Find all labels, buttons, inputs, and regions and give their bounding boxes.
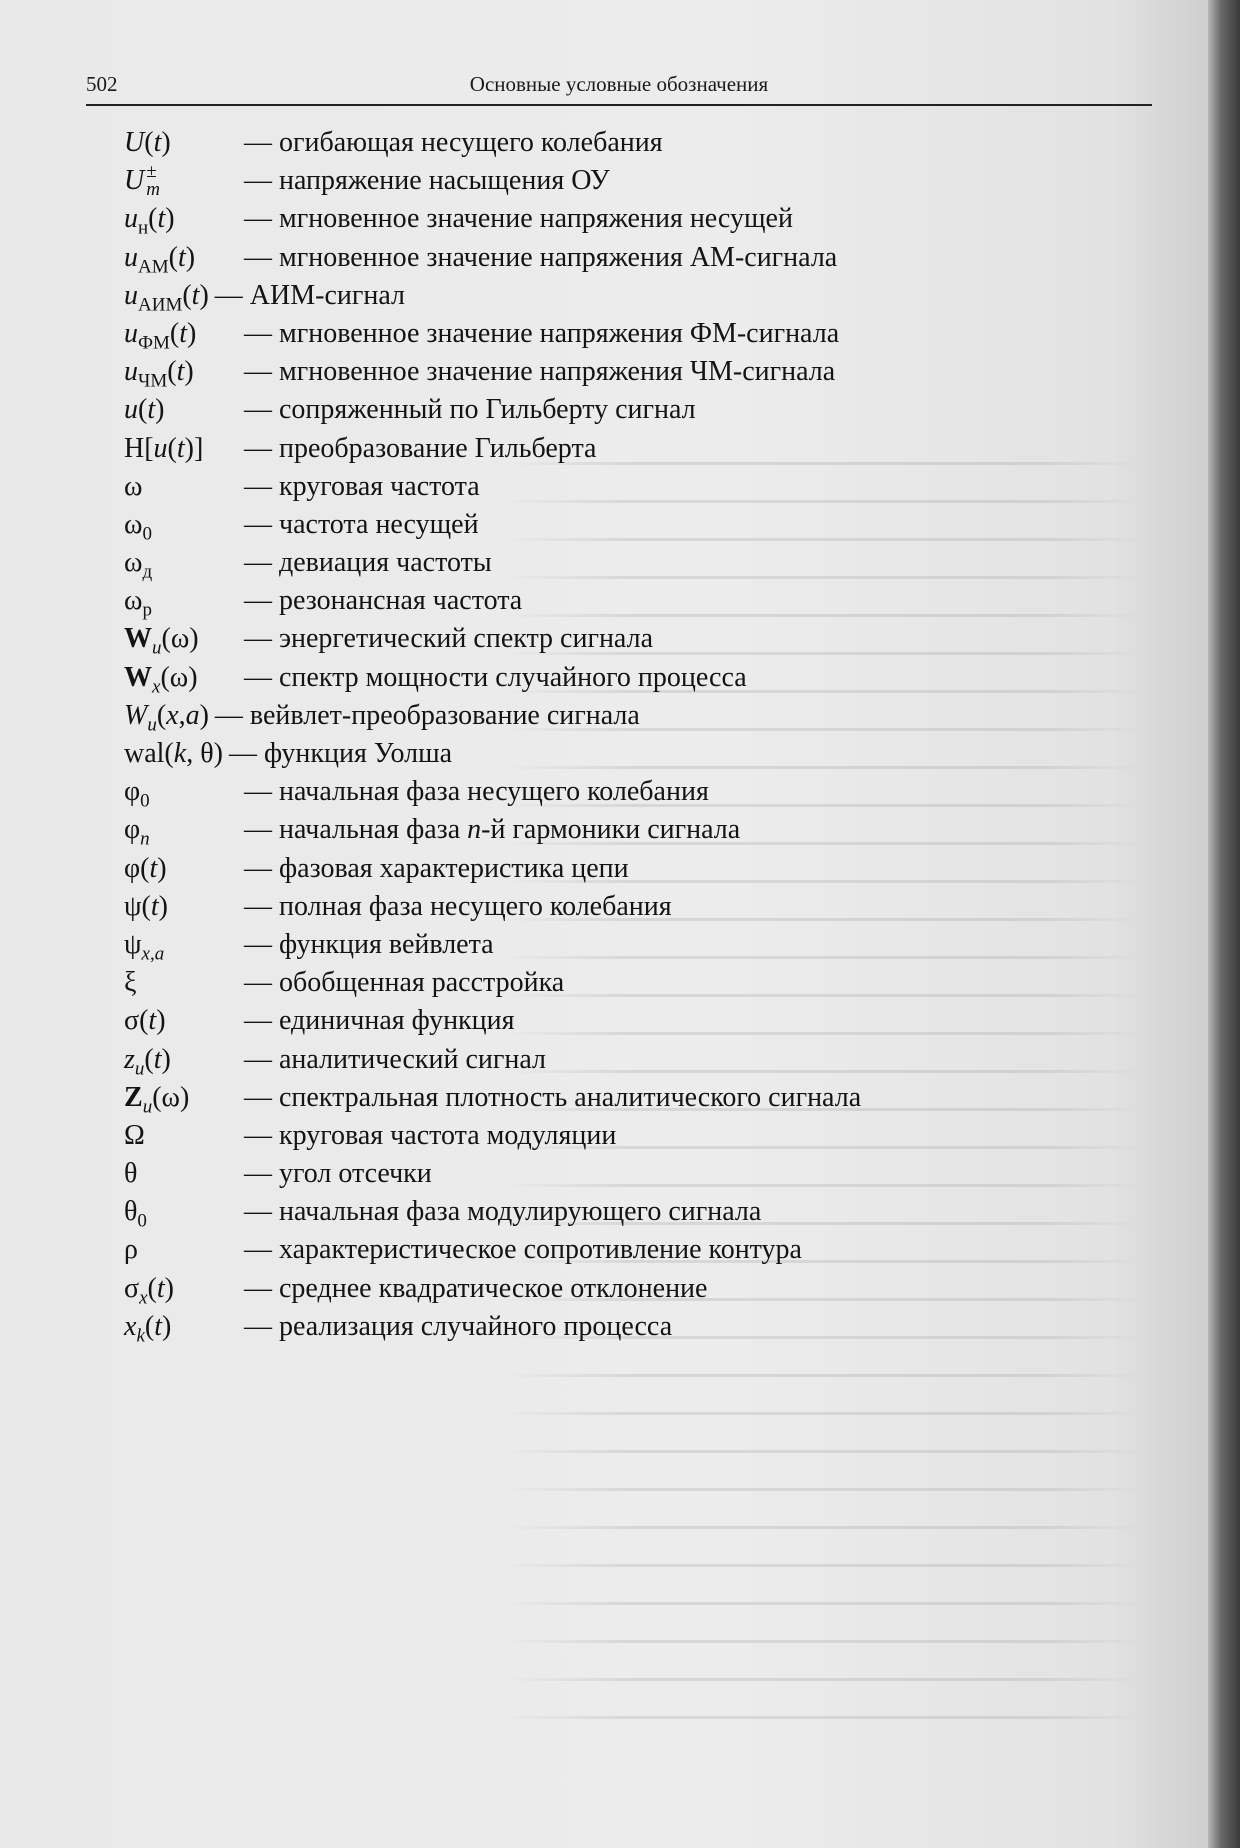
notation-symbol: $u_н(t)$ <box>124 203 175 239</box>
notation-symbol: $\psi_{x,a}$ <box>124 928 165 965</box>
notation-symbol: $\omega_р$ <box>124 585 152 621</box>
notation-symbol: ψ(t) <box>124 890 168 922</box>
notation-entry <box>124 1231 1144 1269</box>
notation-definition: — резонансная частота <box>244 585 523 617</box>
notation-symbol: Ω <box>124 1119 145 1151</box>
notation-entry <box>124 544 1144 582</box>
notation-entry <box>124 735 1144 773</box>
notation-definition: — аналитический сигнал <box>244 1043 546 1075</box>
notation-symbol: $u_{ФМ}(t)$ <box>124 317 197 354</box>
notation-entry <box>124 239 1144 277</box>
notation-entry <box>124 162 1144 200</box>
notation-entry <box>124 1041 1144 1079</box>
notation-definition: — напряжение насыщения ОУ <box>244 165 610 197</box>
notation-symbol: $Z_u(\omega)$ <box>124 1081 190 1118</box>
notation-entry <box>124 277 1144 315</box>
notation-symbol: σ(t) <box>124 1005 166 1037</box>
notation-entry <box>124 200 1144 238</box>
notation-definition: — единичная функция <box>244 1005 515 1037</box>
notation-symbol: $W_u(\omega)$ <box>124 623 199 660</box>
notation-definition: — угол отсечки <box>244 1158 432 1190</box>
notation-entry <box>124 1270 1144 1308</box>
notation-definition: — энергетический спектр сигнала <box>244 623 654 655</box>
notation-symbol: U ± m <box>124 161 160 201</box>
notation-symbol: $\omega_д$ <box>124 547 153 583</box>
notation-definition: — функция вейвлета <box>244 928 494 960</box>
notation-symbol: ξ <box>124 967 137 999</box>
notation-symbol: $z_u(t)$ <box>124 1043 171 1080</box>
notation-definition: — начальная фаза несущего колебания <box>244 776 709 808</box>
notation-definition: — реализация случайного процесса <box>244 1310 673 1342</box>
notation-definition: — сопряженный по Гильберту сигнал <box>244 394 696 426</box>
notation-definition: — начальная фаза модулирующего сигнала <box>244 1196 762 1228</box>
running-head <box>86 70 1152 106</box>
notation-entry <box>124 1002 1144 1040</box>
notation-symbol: $W_u(x,a)$ <box>124 699 209 736</box>
notation-symbol: u(t) <box>124 394 165 426</box>
notation-entry <box>124 659 1144 697</box>
notation-symbol: wal(k, θ) <box>124 738 223 769</box>
notation-definition: — полная фаза несущего колебания <box>244 890 672 922</box>
notation-entry <box>124 315 1144 353</box>
running-title: Основные условные обозначения <box>469 72 769 96</box>
notation-entry <box>124 353 1144 391</box>
notation-symbol: $u_{АМ}(t)$ <box>124 241 196 278</box>
notation-definition: — мгновенное значение напряжения АМ-сигнала <box>244 241 838 273</box>
page-number: 502 <box>86 72 118 96</box>
notation-definition: — АИМ-сигнал <box>214 279 405 311</box>
notation-symbol: θ <box>124 1158 138 1190</box>
notation-symbol: $u_{ЧМ}(t)$ <box>124 356 194 392</box>
notation-entry <box>124 1193 1144 1231</box>
notation-symbol: ω <box>124 470 143 502</box>
notation-definition: — огибающая несущего колебания <box>244 127 663 158</box>
notation-symbol: $\varphi_n$ <box>124 814 150 850</box>
notation-definition: — мгновенное значение напряжения несущей <box>244 203 793 235</box>
notation-definition: — мгновенное значение напряжения ЧМ-сигнала <box>244 356 836 388</box>
notation-definition: — девиация частоты <box>244 547 492 579</box>
notation-symbol: ρ <box>124 1234 138 1266</box>
notation-definition: — среднее квадратическое отклонение <box>244 1272 708 1304</box>
notation-symbol: $W_x(\omega)$ <box>124 661 198 698</box>
notation-entry <box>124 506 1144 544</box>
notation-definition: — спектр мощности случайного процесса <box>244 661 747 693</box>
notation-symbol: H[u(t)] <box>124 432 204 464</box>
notation-definition: — характеристическое сопротивление контура <box>244 1234 802 1266</box>
notation-entry <box>124 124 1144 162</box>
notation-entry <box>124 1117 1144 1155</box>
notation-definition: — круговая частота <box>244 470 480 502</box>
notation-definition: — фазовая характеристика цепи <box>244 852 629 884</box>
notation-definition: — преобразование Гильберта <box>244 432 597 464</box>
notation-symbol: $\theta_0$ <box>124 1196 147 1232</box>
notation-definition: — обобщенная расстройка <box>244 967 565 999</box>
notation-definition: — вейвлет-преобразование сигнала <box>214 699 640 731</box>
notation-symbol: $x_k(t)$ <box>124 1310 172 1347</box>
notation-definition: — спектральная плотность аналитического сигнала <box>244 1081 862 1113</box>
notation-entry <box>124 697 1144 735</box>
notation-list <box>124 124 1144 1346</box>
notation-entry <box>124 1155 1144 1193</box>
notation-definition: — частота несущей <box>244 508 479 540</box>
notation-entry <box>124 620 1144 658</box>
notation-symbol: $\omega_0$ <box>124 508 152 545</box>
notation-entry <box>124 850 1144 888</box>
notation-entry <box>124 811 1144 849</box>
notation-definition: — круговая частота модуляции <box>244 1119 617 1151</box>
notation-definition: — функция Уолша <box>228 738 453 769</box>
notation-entry <box>124 1308 1144 1346</box>
notation-entry <box>124 391 1144 429</box>
notation-entry <box>124 430 1144 468</box>
notation-entry <box>124 926 1144 964</box>
notation-entry <box>124 468 1144 506</box>
notation-entry <box>124 1079 1144 1117</box>
notation-entry <box>124 964 1144 1002</box>
notation-symbol: U(t) <box>124 127 171 158</box>
notation-entry <box>124 773 1144 811</box>
notation-entry <box>124 888 1144 926</box>
notation-definition: — мгновенное значение напряжения ФМ-сигнала <box>244 317 840 349</box>
notation-symbol: $\sigma_x(t)$ <box>124 1272 174 1309</box>
notation-symbol: $\varphi_0$ <box>124 776 150 812</box>
notation-entry <box>124 582 1144 620</box>
notation-symbol: $u_{АИМ}(t)$ <box>124 279 209 316</box>
notation-symbol: φ(t) <box>124 852 167 884</box>
notation-definition: — начальная фаза n-й гармоники сигнала <box>244 814 741 846</box>
